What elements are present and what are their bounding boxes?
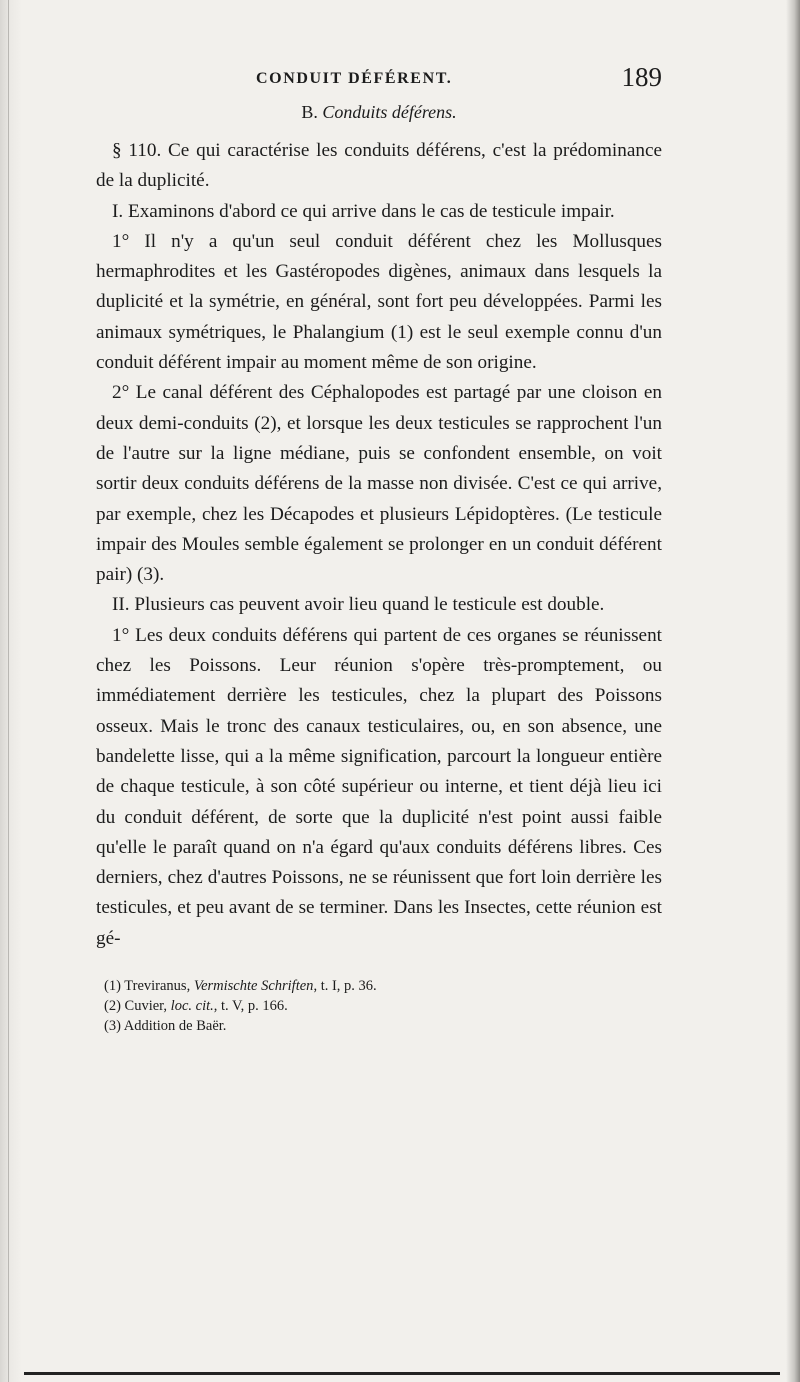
footnote: (2) Cuvier, loc. cit., t. V, p. 166. (104, 998, 288, 1015)
page-edge-shadow (786, 0, 800, 1382)
paragraph: II. Plusieurs cas peuvent avoir lieu quand le testicule est double. (112, 594, 605, 616)
section-title: Conduits déférens. (322, 102, 457, 122)
page-gutter-line (8, 0, 9, 1382)
page-gutter-shadow (0, 0, 22, 1382)
footnotes (96, 976, 662, 1036)
running-head (96, 60, 662, 96)
section-letter: B. (301, 102, 318, 122)
section-heading (96, 102, 662, 123)
page-bottom-edge (24, 1372, 780, 1375)
footnote: (1) Treviranus, Vermischte Schriften, t. I, p. 36. (104, 978, 377, 995)
paragraph: § 110. Ce qui caractérise les conduits déférens, c'est la prédominance de la duplicité. (96, 140, 662, 192)
paragraph: 1° Les deux conduits déférens qui partent de ces organes se réunissent chez les Poissons. Leur réunion s'opère très-promptement, ou immédiatement derrière les testicules, chez la plupart des Poissons osseux. Mais le tronc des canaux testiculaires, ou, en son absence, une bandelette lisse, qui a la même signification, parcourt la longueur entière de chaque testicule, à son côté supérieur ou interne, et tient déjà lieu ici du conduit déférent, de sorte que la duplicité n'est point aussi faible qu'elle le paraît quand on n'a égard qu'aux conduits déférens libres. Ces derniers, chez d'autres Poissons, ne se réunissent que fort loin derrière les testicules, et peu avant de se terminer. Dans les Insectes, cette réunion est gé- (96, 624, 662, 949)
paragraph: I. Examinons d'abord ce qui arrive dans le cas de testicule impair. (112, 200, 615, 222)
paragraph: 1° Il n'y a qu'un seul conduit déférent chez les Mollusques hermaphrodites et les Gastéropodes digènes, animaux dans lesquels la duplicité et la symétrie, en général, sont fort peu développées. Parmi les animaux symétriques, le Phalangium (1) est le seul exemple connu d'un conduit déférent impair au moment même de son origine. (96, 230, 662, 374)
footnote: (3) Addition de Baër. (104, 1018, 227, 1035)
page-number: 189 (621, 62, 662, 92)
body-text (96, 136, 662, 954)
book-page (96, 60, 662, 1036)
running-title: CONDUIT DÉFÉRENT. (256, 70, 453, 87)
paragraph: 2° Le canal déférent des Céphalopodes est partagé par une cloison en deux demi-conduits (2), et lorsque les deux testicules se rapprochent l'un de l'autre sur la ligne médiane, puis se confondent ensemble, on voit sortir deux conduits déférens de la masse non divisée. C'est ce qui arrive, par exemple, chez les Décapodes et plusieurs Lépidoptères. (Le testicule impair des Moules semble également se prolonger en un conduit déférent pair) (3). (96, 382, 662, 586)
